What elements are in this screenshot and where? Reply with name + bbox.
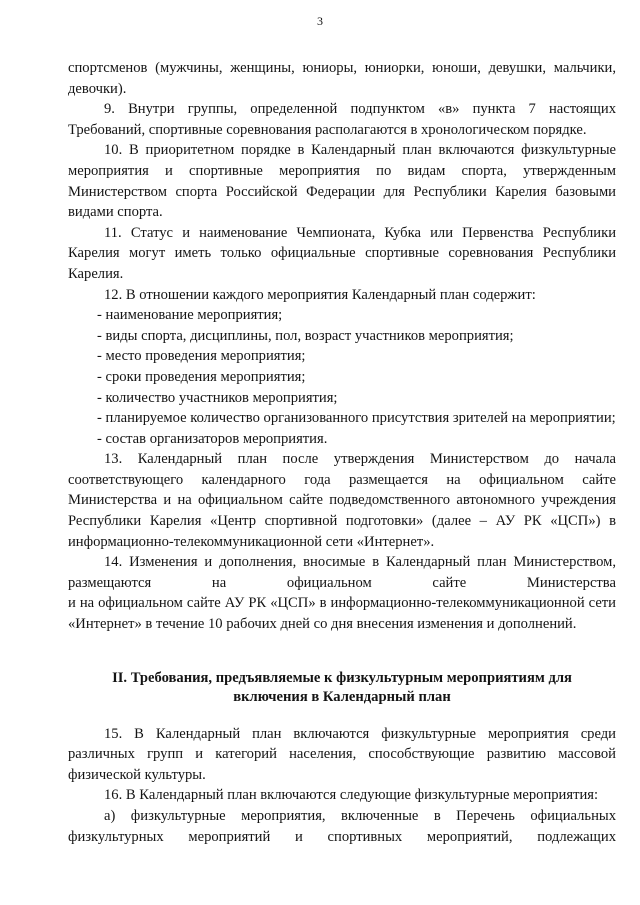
paragraph-16: 16. В Календарный план включаются следующие физкультурные мероприятия: [104,787,599,804]
paragraph-14-part-1: 14. Изменения и дополнения, вносимые в Календарный план Министерством, размещаются на официальном сайте Министерства [68,554,616,591]
list-item: - состав организаторов мероприятия. [97,430,328,447]
list-item: - наименование мероприятия; [97,307,283,324]
paragraph-16-a: а) физкультурные мероприятия, включенные в Перечень официальных физкультурных мероприятий и спортивных мероприятий, подлежащих [68,808,616,845]
paragraph-13: 13. Календарный план после утверждения Министерством до начала соответствующего календарного года размещается на официальном сайте Министерства и на официальном сайте подведомственного автономного учреждения Республики Карелия «Центр спортивной подготовки» (далее – АУ РК «ЦСП») в информационно-телекоммуникационной сети «Интернет». [68,451,616,550]
list-item: - количество участников мероприятия; [97,389,338,406]
section-heading [68,669,616,707]
list-item: - планируемое количество организованного присутствия зрителей на мероприятии; [97,410,616,427]
document-body [68,58,616,847]
paragraph-11: 11. Статус и наименование Чемпионата, Кубка или Первенства Республики Карелия могут иметь только официальные спортивные соревнования Республики Карелия. [68,224,616,282]
list-item: - место проведения мероприятия; [97,348,306,365]
section-heading-line-2: включения в Календарный план [233,688,451,705]
page-number: 3 [317,14,323,28]
list-item: - сроки проведения мероприятия; [97,368,306,385]
paragraph-continuation: спортсменов (мужчины, женщины, юниоры, юниорки, юноши, девушки, мальчики, девочки). [68,60,616,97]
section-heading-line-1: II. Требования, предъявляемые к физкультурным мероприятиям для [112,669,572,686]
paragraph-14-part-2: и на официальном сайте АУ РК «ЦСП» в информационно-телекоммуникационной сети «Интернет» в течение 10 рабочих дней со дня внесения изменения и дополнений. [68,595,616,633]
list-item: - виды спорта, дисциплины, пол, возраст участников мероприятия; [97,327,514,344]
paragraph-15: 15. В Календарный план включаются физкультурные мероприятия среди различных групп и категорий населения, способствующие развитию массовой физической культуры. [68,725,616,783]
paragraph-12: 12. В отношении каждого мероприятия Календарный план содержит: [104,286,536,303]
paragraph-10: 10. В приоритетном порядке в Календарный план включаются физкультурные мероприятия и спортивные мероприятия по видам спорта, утвержденным Министерством спорта Российской Федерации для Республики Карелия базовыми видами спорта. [68,142,616,221]
paragraph-9: 9. Внутри группы, определенной подпунктом «в» пункта 7 настоящих Требований, спортивные соревнования располагаются в хронологическом порядке. [68,101,616,138]
